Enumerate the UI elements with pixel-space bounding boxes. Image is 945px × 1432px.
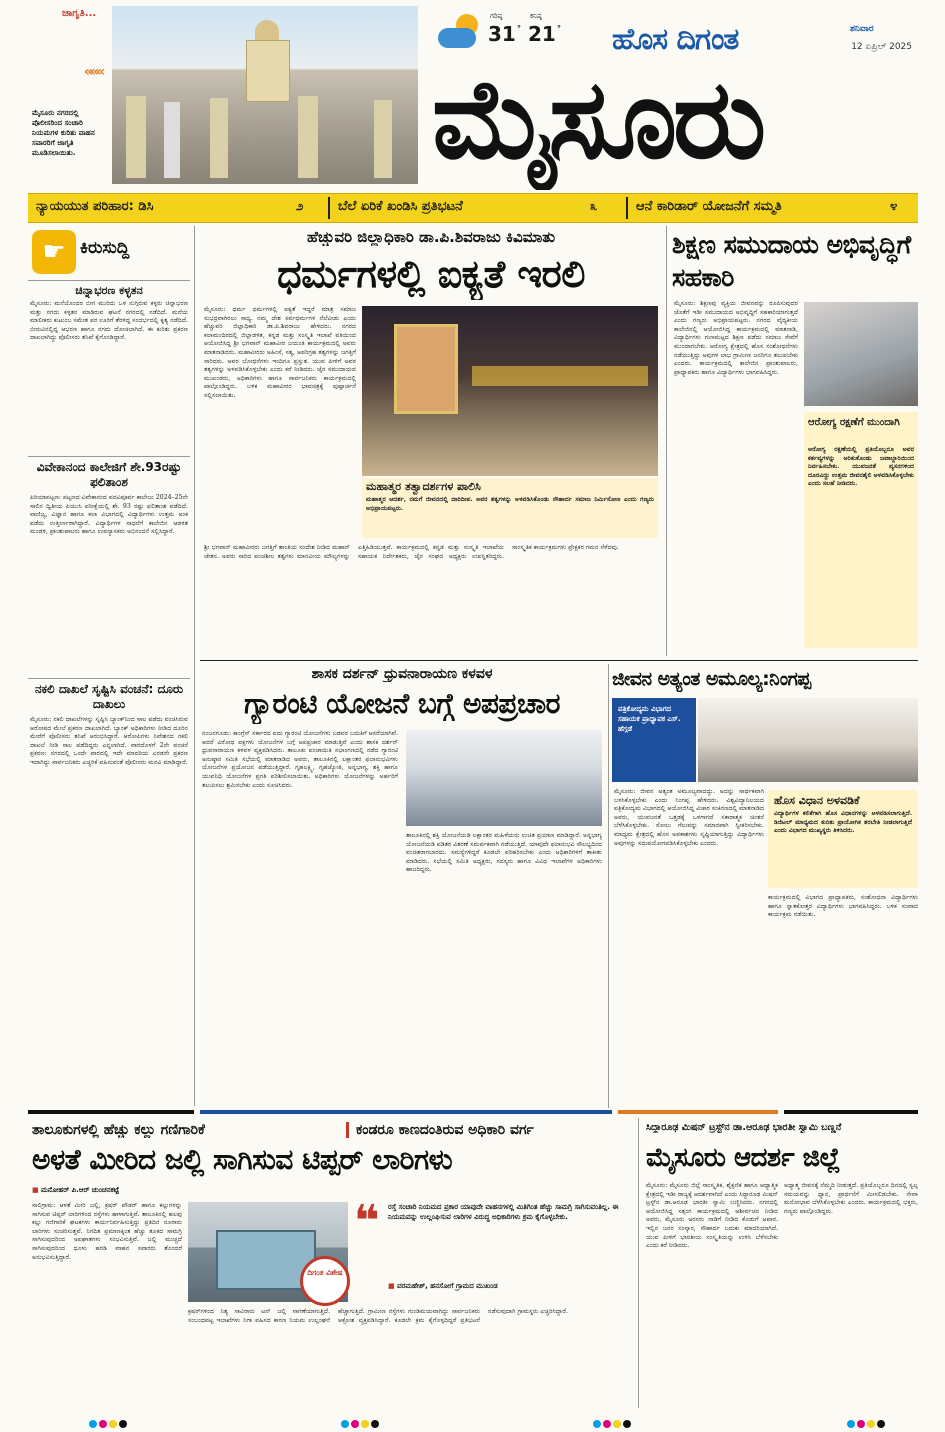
teaser-arrows: «««	[84, 64, 103, 80]
brief-body: ಮೈಸೂರು: ಮನೆಯೊಂದರ ಬೀಗ ಮುರಿದು ಒಳ ನುಗ್ಗಿರುವ ಕಳ್ಳರು ಚಿನ್ನಾಭರಣ ಮತ್ತು ನಗದು ಕಳ್ಳತನ ಮಾಡಿರುವ ಘಟನೆ ನಗರದಲ್ಲಿ ನಡೆದಿದೆ. ಮನೆಯ ಮಾಲೀಕರು ಕುಟುಂಬ ಸಮೇತ ಪರ ಊರಿಗೆ ತೆರಳಿದ್ದ ಸಂದರ್ಭದಲ್ಲಿ ಕೃತ್ಯ ನಡೆದಿದೆ. ಬೀರುವಿನಲ್ಲಿದ್ದ ಆಭರಣ ಹಾಗೂ ನಗದು ದೋಚಲಾಗಿದೆ. ಈ ಕುರಿತು ಪ್ರಕರಣ ದಾಖಲಾಗಿದ್ದು ಪೊಲೀಸರು ತನಿಖೆ ಕೈಗೊಂಡಿದ್ದಾರೆ.	[30, 300, 188, 342]
health-box-body: ಆರೋಗ್ಯ ರಕ್ಷಣೆಯಲ್ಲಿ ಪ್ರತಿಯೊಬ್ಬರೂ ಅವರ ಕರ್ತವ್ಯಗಳನ್ನು ಅರಿತುಕೊಂಡು ಜವಾಬ್ದಾರಿಯಿಂದ ನಿರ್ವಹಿಸಬೇಕು. ಯುವಜನತೆ ವ್ಯಸನಗಳಿಂದ ದೂರವಿದ್ದು ಉತ್ತಮ ಜೀವನಶೈಲಿ ಅಳವಡಿಸಿಕೊಳ್ಳಬೇಕು ಎಂದು ಸಲಹೆ ನೀಡಿದರು.	[808, 446, 914, 488]
tipper-quote-box	[354, 1196, 630, 1302]
weather-max: 31	[488, 22, 516, 46]
new-method-title: ಹೊಸ ವಿಧಾನ ಅಳವಡಿಕೆ	[774, 794, 860, 807]
brief-title: ನಕಲಿ ದಾಖಲೆ ಸೃಷ್ಟಿಸಿ ವಂಚನೆ: ದೂರು ದಾಖಲು	[34, 682, 184, 711]
tipper-byline-text: ಮನೋಹರ್ ಪಿ.ಆರ್ ಚುಂಚನಕಟ್ಟೆ	[41, 1186, 120, 1194]
weather-max-label: ಗರಿಷ್ಠ	[490, 12, 503, 20]
brand-logo: ಹೊಸ ದಿಗಂತ	[612, 22, 739, 57]
sidebar-briefs	[28, 226, 190, 1106]
city-title: ಮೈಸೂರು	[432, 55, 763, 183]
registration-marks	[0, 1413, 945, 1425]
pen-icon: ■	[32, 1186, 42, 1194]
index-item-label: ಬೆಲೆ ಏರಿಕೆ ಖಂಡಿಸಿ ಪ್ರತಿಭಟನೆ	[338, 199, 463, 214]
new-method-box	[768, 790, 918, 888]
guarantee-body: ನಂಜನಗೂಡು: ಕಾಂಗ್ರೆಸ್ ಸರ್ಕಾರದ ಐದು ಗ್ಯಾರಂಟಿ ಯೋಜನೆಗಳು ಬಡವರ ಬದುಕಿಗೆ ಆಸರೆಯಾಗಿವೆ. ಆದರೆ ವಿರೋಧ ಪಕ್ಷಗಳು ಯೋಜನೆಗಳ ಬಗ್ಗೆ ಅಪಪ್ರಚಾರ ಮಾಡುತ್ತಿವೆ ಎಂದು ಶಾಸಕ ದರ್ಶನ್ ಧ್ರುವನಾರಾಯಣ ಕಳವಳ ವ್ಯಕ್ತಪಡಿಸಿದರು. ತಾಲೂಕು ಪಂಚಾಯಿತಿ ಸಭಾಂಗಣದಲ್ಲಿ ನಡೆದ ಗ್ಯಾರಂಟಿ ಅನುಷ್ಠಾನ ಸಮಿತಿ ಸಭೆಯಲ್ಲಿ ಮಾತನಾಡಿದ ಅವರು, ತಾಲೂಕಿನಲ್ಲಿ ಲಕ್ಷಾಂತರ ಫಲಾನುಭವಿಗಳು ಯೋಜನೆಗಳ ಪ್ರಯೋಜನ ಪಡೆಯುತ್ತಿದ್ದಾರೆ. ಗೃಹಲಕ್ಷ್ಮಿ, ಗೃಹಜ್ಯೋತಿ, ಅನ್ನಭಾಗ್ಯ, ಶಕ್ತಿ ಹಾಗೂ ಯುವನಿಧಿ ಯೋಜನೆಗಳ ಪ್ರಗತಿ ಪರಿಶೀಲಿಸಲಾಯಿತು. ಅಧಿಕಾರಿಗಳು ಯೋಜನೆಗಳನ್ನು ಅರ್ಹರಿಗೆ ತಲುಪಿಸಲು ಶ್ರಮಿಸಬೇಕು ಎಂದು ಸೂಚಿಸಿದರು.	[202, 730, 398, 789]
education-story	[672, 226, 918, 656]
life-photo	[698, 698, 918, 782]
lead-body-continued: ಶ್ರೀ ಭಗವಾನ್ ಮಹಾವೀರರು ಜಗತ್ತಿಗೆ ಶಾಂತಿಯ ಸಂದೇಶ ನೀಡಿದ ಮಹಾನ್ ಚೇತನ. ಅವರು ಸಾರಿದ ಪಂಚಶೀಲ ತತ್ವಗಳು ಮಾನವೀಯ ಮೌಲ್ಯಗಳನ್ನು ಎತ್ತಿಹಿಡಿಯುತ್ತವೆ. ಕಾರ್ಯಕ್ರಮದಲ್ಲಿ ಕನ್ನಡ ಮತ್ತು ಸಂಸ್ಕೃತಿ ಇಲಾಖೆಯ ಸಹಾಯಕ ನಿರ್ದೇಶಕರು, ಜೈನ ಸಂಘದ ಅಧ್ಯಕ್ಷರು ಉಪಸ್ಥಿತರಿದ್ದರು. ಸಾಂಸ್ಕೃತಿಕ ಕಾರ್ಯಕ್ರಮಗಳು ಪ್ರೇಕ್ಷಕರ ಗಮನ ಸೆಳೆದವು.	[204, 544, 619, 560]
tipper-byline	[32, 1186, 232, 1195]
lead-caption-title: ಮಹಾತ್ಮರ ತತ್ವಾದರ್ಶಗಳ ಪಾಲಿಸಿ	[366, 480, 481, 493]
brief-body: ಮೈಸೂರು: ನಕಲಿ ದಾಖಲೆಗಳನ್ನು ಸೃಷ್ಟಿಸಿ ಬ್ಯಾಂಕ್‌ನಿಂದ ಸಾಲ ಪಡೆದು ವಂಚಿಸಿರುವ ಆರೋಪದ ಮೇಲೆ ಪ್ರಕರಣ ದಾಖಲಾಗಿದೆ. ಬ್ಯಾಂಕ್ ಅಧಿಕಾರಿಗಳು ನೀಡಿದ ದೂರಿನ ಮೇರೆಗೆ ಪೊಲೀಸರು ತನಿಖೆ ಆರಂಭಿಸಿದ್ದಾರೆ. ಆರೋಪಿಗಳು ನಿವೇಶನದ ನಕಲಿ ದಾಖಲೆ ನೀಡಿ ಸಾಲ ಪಡೆದಿದ್ದರು ಎನ್ನಲಾಗಿದೆ. ವಾರದೊಳಗೆ 2ನೇ ವಂಚನೆ ಪ್ರಕರಣ: ನಗರದಲ್ಲಿ ಒಂದೇ ವಾರದಲ್ಲಿ ಇದೇ ಮಾದರಿಯ ಎರಡನೇ ಪ್ರಕರಣ ಇದಾಗಿದ್ದು ಸಾರ್ವಜನಿಕರು ಎಚ್ಚರಿಕೆ ವಹಿಸುವಂತೆ ಪೊಲೀಸರು ಮನವಿ ಮಾಡಿದ್ದಾರೆ.	[30, 716, 188, 766]
life-headline: ಜೀವನ ಅತ್ಯಂತ ಅಮೂಲ್ಯ:ನಿಂಗಪ್ಪ	[612, 668, 811, 690]
lead-caption: ಮಹಾತ್ಮರ ಆದರ್ಶ, ನಮಗೆ ಜೀವನದಲ್ಲಿ ದಾರಿದೀಪ. ಅವರ ತತ್ವಗಳನ್ನು ಅಳವಡಿಸಿಕೊಂಡು ಸೌಹಾರ್ದ ಸಮಾಜ ನಿರ್ಮಿಸೋಣ ಎಂದು ಗಣ್ಯರು ಅಭಿಪ್ರಾಯಪಟ್ಟರು.	[366, 496, 654, 512]
index-item-2[interactable]	[330, 194, 626, 222]
ideal-body-continued: ಅಧ್ಯಾತ್ಮ ಜೀವನಕ್ಕೆ ನೆಮ್ಮದಿ ನೀಡುತ್ತದೆ. ಪ್ರತಿಯೊಬ್ಬರೂ ದಿನದಲ್ಲಿ ಸ್ವಲ್ಪ ಸಮಯವನ್ನು ಧ್ಯಾನ, ಪ್ರಾರ್ಥನೆಗೆ ಮೀಸಲಿಡಬೇಕು. ಸೇವಾ ಮನೋಭಾವ ಬೆಳೆಸಿಕೊಳ್ಳಬೇಕು ಎಂದರು. ಕಾರ್ಯಕ್ರಮದಲ್ಲಿ ಭಕ್ತರು, ಗಣ್ಯರು ಪಾಲ್ಗೊಂಡಿದ್ದರು.	[784, 1182, 918, 1215]
life-story	[612, 664, 918, 1108]
sidebar-badge-box	[32, 230, 160, 274]
ideal-kicker: ಸಿದ್ಧಾರೂಢ ಮಿಷನ್ ಟ್ರಸ್ಟ್‌ನ ಡಾ.ಆರೂಢ ಭಾರತೀ ಸ್ವಾಮಿ ಬಣ್ಣನೆ	[646, 1122, 842, 1133]
education-headline: ಶಿಕ್ಷಣ ಸಮುದಾಯ ಅಭಿವೃದ್ಧಿಗೆ ಸಹಕಾರಿ	[672, 230, 911, 292]
teaser-photo	[112, 6, 418, 184]
life-photo-label-box	[612, 698, 696, 782]
index-item-3[interactable]	[628, 194, 918, 222]
lead-kicker: ಹೆಚ್ಚುವರಿ ಜಿಲ್ಲಾಧಿಕಾರಿ ಡಾ.ಪಿ.ಶಿವರಾಜು ಕಿವಿಮಾತು	[306, 228, 555, 246]
education-photo	[804, 302, 918, 406]
masthead	[0, 0, 945, 192]
portrait-frame-shape	[394, 324, 458, 414]
weather-min: 21	[528, 22, 556, 46]
health-box-title: ಆರೋಗ್ಯ ರಕ್ಷಣೆಗೆ ಮುಂದಾಗಿ	[808, 417, 900, 428]
index-item-page: ೪	[890, 199, 898, 214]
ideal-headline: ಮೈಸೂರು ಆದರ್ಶ ಜಿಲ್ಲೆ	[646, 1143, 841, 1173]
quote-icon: ❝	[354, 1196, 380, 1247]
index-bar	[28, 193, 918, 223]
index-item-page: ೩	[590, 199, 598, 214]
tipper-kicker-left: ತಾಲೂಕುಗಳಲ್ಲಿ ಹೆಚ್ಚು ಕಲ್ಲು ಗಣಿಗಾರಿಕೆ	[32, 1122, 205, 1138]
lead-headline: ಧರ್ಮಗಳಲ್ಲಿ ಐಕ್ಯತೆ ಇರಲಿ	[277, 252, 585, 296]
sun-cloud-icon	[438, 14, 484, 54]
index-item-label: ನ್ಯಾಯಯುತ ಪರಿಹಾರ: ಡಿಸಿ	[36, 199, 154, 214]
weather-widget: ಗರಿಷ್ಠ 31 ° ಕನಿಷ್ಠ 21 °	[434, 12, 574, 58]
tipper-quote: ರಸ್ತೆ ಸಂಚಾರಿ ನಿಯಮದ ಪ್ರಕಾರ ಯಾವುದೇ ವಾಹನಗಳಲ್ಲಿ ಮಿತಿಗಿಂತ ಹೆಚ್ಚು ಸಾಮಗ್ರಿ ಸಾಗಿಸುವಂತಿಲ್ಲ. ಈ ನಿಯಮವನ್ನು ಉಲ್ಲಂಘಿಸುವ ಲಾರಿಗಳ ವಿರುದ್ಧ ಅಧಿಕಾರಿಗಳು ಕ್ರಮ ಕೈಗೊಳ್ಳಬೇಕು.	[388, 1203, 619, 1221]
life-body-continued: ಕಾರ್ಯಕ್ರಮದಲ್ಲಿ ವಿಭಾಗದ ಪ್ರಾಧ್ಯಾಪಕರು, ಸಂಶೋಧನಾ ವಿದ್ಯಾರ್ಥಿಗಳು ಹಾಗೂ ಸ್ನಾತಕೋತ್ತರ ವಿದ್ಯಾರ್ಥಿಗಳು ಭಾಗವಹಿಸಿದ್ದರು. ಬಳಿಕ ಸಂವಾದ ಕಾರ್ಯಕ್ರಮ ನಡೆಯಿತು.	[768, 894, 918, 919]
guarantee-photo	[406, 730, 602, 826]
brief-title: ಚಿನ್ನಾಭರಣ ಕಳ್ಳತನ	[75, 284, 143, 297]
tipper-body: ಸಾಲಿಗ್ರಾಮ: ಆಳತೆ ಮೀರಿ ಜಲ್ಲಿ, ಕ್ರಷರ್ ಪೌಡರ್ ಹಾಗೂ ಕಲ್ಲುಗಳನ್ನು ಸಾಗಿಸುವ ಟಿಪ್ಪರ್ ಲಾರಿಗಳಿಂದ ರಸ್ತೆಗಳು ಹಾಳಾಗುತ್ತಿವೆ. ತಾಲೂಕಿನಲ್ಲಿ ಹಲವು ಕಲ್ಲು ಗಣಿಗಾರಿಕೆ ಘಟಕಗಳು ಕಾರ್ಯನಿರ್ವಹಿಸುತ್ತಿದ್ದು ಪ್ರತಿದಿನ ನೂರಾರು ಲಾರಿಗಳು ಸಂಚರಿಸುತ್ತವೆ. ನಿಗದಿತ ಪ್ರಮಾಣಕ್ಕಿಂತ ಹೆಚ್ಚು ತೂಕದ ಸಾಮಗ್ರಿ ಸಾಗಿಸುವುದರಿಂದ ಅಪಘಾತಗಳು ಸಂಭವಿಸುತ್ತಿವೆ. ಜಲ್ಲಿ ಮುಚ್ಚದೆ ಸಾಗಿಸುವುದರಿಂದ ಧೂಳು ಹರಡಿ ವಾಹನ ಸವಾರರು ತೊಂದರೆ ಅನುಭವಿಸುತ್ತಿದ್ದಾರೆ.	[32, 1202, 182, 1261]
brief-body: ಪಿರಿಯಾಪಟ್ಟಣ: ಪಟ್ಟಣದ ವಿವೇಕಾನಂದ ಪದವಿಪೂರ್ವ ಕಾಲೇಜು 2024–25ನೇ ಸಾಲಿನ ದ್ವಿತೀಯ ಪಿಯುಸಿ ಪರೀಕ್ಷೆಯಲ್ಲಿ ಶೇ. 93 ರಷ್ಟು ಫಲಿತಾಂಶ ಪಡೆದಿದೆ. ವಾಣಿಜ್ಯ, ವಿಜ್ಞಾನ ಹಾಗೂ ಕಲಾ ವಿಭಾಗದಲ್ಲಿ ವಿದ್ಯಾರ್ಥಿಗಳು ಉತ್ತಮ ಅಂಕ ಪಡೆದು ಉತ್ತೀರ್ಣರಾಗಿದ್ದಾರೆ. ವಿದ್ಯಾರ್ಥಿಗಳ ಸಾಧನೆಗೆ ಕಾಲೇಜಿನ ಆಡಳಿತ ಮಂಡಳಿ, ಪ್ರಾಂಶುಪಾಲರು ಹಾಗೂ ಉಪನ್ಯಾಸಕರು ಅಭಿನಂದನೆ ಸಲ್ಲಿಸಿದ್ದಾರೆ.	[30, 494, 188, 536]
lead-photo	[362, 306, 658, 476]
tipper-quote-by: ■ ವರಮಹೇಶ್, ಹನಸೋಗೆ ಗ್ರಾಮದ ಮುಖಂಡ	[388, 1282, 498, 1290]
index-item-page: ೨	[296, 199, 304, 214]
date-label: 12 ಏಪ್ರಿಲ್ 2025	[851, 42, 912, 52]
ideal-body: ಮೈಸೂರು: ಮೈಸೂರು ಜಿಲ್ಲೆ ಸಾಂಸ್ಕೃತಿಕ, ಶೈಕ್ಷಣಿಕ ಹಾಗೂ ಆಧ್ಯಾತ್ಮಿಕ ಕ್ಷೇತ್ರದಲ್ಲಿ ಇಡೀ ರಾಜ್ಯಕ್ಕೆ ಆದರ್ಶವಾಗಿದೆ ಎಂದು ಸಿದ್ಧಾರೂಢ ಮಿಷನ್ ಟ್ರಸ್ಟ್‌ನ ಡಾ.ಆರೂಢ ಭಾರತೀ ಸ್ವಾಮಿ ಬಣ್ಣಿಸಿದರು. ನಗರದಲ್ಲಿ ಆಯೋಜಿಸಿದ್ದ ಸತ್ಸಂಗ ಕಾರ್ಯಕ್ರಮದಲ್ಲಿ ಆಶೀರ್ವಚನ ನೀಡಿದ ಅವರು, ಮೈಸೂರು ಅರಸರು ನಾಡಿಗೆ ನೀಡಿದ ಕೊಡುಗೆ ಅಪಾರ. ಇಲ್ಲಿನ ಜನರ ಸಂಸ್ಕಾರ, ಸೌಹಾರ್ದ ಬದುಕು ಮಾದರಿಯಾಗಿದೆ. ಯುವ ಪೀಳಿಗೆ ಭಾರತೀಯ ಸಂಸ್ಕೃತಿಯನ್ನು ಉಳಿಸಿ ಬೆಳೆಸಬೇಕು ಎಂದು ಕರೆ ನೀಡಿದರು.	[646, 1182, 778, 1250]
lead-story	[200, 226, 662, 656]
guarantee-headline: ಗ್ಯಾರಂಟಿ ಯೋಜನೆ ಬಗ್ಗೆ ಅಪಪ್ರಚಾರ	[244, 687, 560, 720]
guarantee-body-continued: ತಾಲೂಕಿನಲ್ಲಿ ಶಕ್ತಿ ಯೋಜನೆಯಡಿ ಲಕ್ಷಾಂತರ ಮಹಿಳೆಯರು ಉಚಿತ ಪ್ರಯಾಣ ಮಾಡಿದ್ದಾರೆ. ಅನ್ನಭಾಗ್ಯ ಯೋಜನೆಯಡಿ ಪಡಿತರ ವಿತರಣೆ ಸಮರ್ಪಕವಾಗಿ ನಡೆಯುತ್ತಿದೆ. ಯಾವುದೇ ಫಲಾನುಭವಿ ಸೌಲಭ್ಯದಿಂದ ವಂಚಿತರಾಗಬಾರದು. ಸಮಸ್ಯೆಗಳಿದ್ದರೆ ಕೂಡಲೇ ಪರಿಹರಿಸಬೇಕು ಎಂದು ಅಧಿಕಾರಿಗಳಿಗೆ ತಾಕೀತು ಮಾಡಿದರು. ಸಭೆಯಲ್ಲಿ ಸಮಿತಿ ಅಧ್ಯಕ್ಷರು, ಸದಸ್ಯರು ಹಾಗೂ ವಿವಿಧ ಇಲಾಖೆಗಳ ಅಧಿಕಾರಿಗಳು ಹಾಜರಿದ್ದರು.	[406, 832, 602, 874]
ideal-district-story	[644, 1118, 918, 1410]
special-stamp-text: ದಿಗಂತ ವಿಶೇಷ	[307, 1268, 343, 1277]
life-body: ಮೈಸೂರು: ಜೀವನ ಅತ್ಯಂತ ಅಮೂಲ್ಯವಾದದ್ದು. ಅದನ್ನು ಸಾರ್ಥಕವಾಗಿ ಬಳಸಿಕೊಳ್ಳಬೇಕು ಎಂದು ನಿಂಗಪ್ಪ ಹೇಳಿದರು. ವಿಶ್ವವಿದ್ಯಾನಿಲಯದ ಪತ್ರಿಕೋದ್ಯಮ ವಿಭಾಗದಲ್ಲಿ ಆಯೋಜಿಸಿದ್ದ ವಿಚಾರ ಸಂಕಿರಣದಲ್ಲಿ ಮಾತನಾಡಿದ ಅವರು, ಯುವಜನತೆ ಒತ್ತಡಕ್ಕೆ ಒಳಗಾಗದೆ ಸಕಾರಾತ್ಮಕ ಚಿಂತನೆ ಬೆಳೆಸಿಕೊಳ್ಳಬೇಕು. ಸೋಲು ಗೆಲುವನ್ನು ಸಮಾನವಾಗಿ ಸ್ವೀಕರಿಸಬೇಕು. ಮಾಧ್ಯಮ ಕ್ಷೇತ್ರದಲ್ಲಿ ಹೊಸ ಅವಕಾಶಗಳು ಸೃಷ್ಟಿಯಾಗುತ್ತಿದ್ದು ವಿದ್ಯಾರ್ಥಿಗಳು ಅವುಗಳನ್ನು ಸದುಪಯೋಗಪಡಿಸಿಕೊಳ್ಳಬೇಕು ಎಂದರು.	[614, 788, 764, 847]
sidebar-badge: ಕಿರುಸುದ್ದಿ	[80, 238, 130, 258]
index-item-1[interactable]	[28, 194, 328, 222]
education-body: ಮೈಸೂರು: ಶಿಕ್ಷಣವು ವ್ಯಕ್ತಿಯ ಜೀವನವನ್ನು ರೂಪಿಸುವುದರ ಜೊತೆಗೆ ಇಡೀ ಸಮುದಾಯದ ಅಭಿವೃದ್ಧಿಗೆ ಸಹಕಾರಿಯಾಗುತ್ತದೆ ಎಂದು ಗಣ್ಯರು ಅಭಿಪ್ರಾಯಪಟ್ಟರು. ನಗರದ ವೈದ್ಯಕೀಯ ಕಾಲೇಜಿನಲ್ಲಿ ಆಯೋಜಿಸಿದ್ದ ಕಾರ್ಯಕ್ರಮದಲ್ಲಿ ಮಾತನಾಡಿ, ವಿದ್ಯಾರ್ಥಿಗಳು ಗುಣಮಟ್ಟದ ಶಿಕ್ಷಣ ಪಡೆದು ಸಮಾಜ ಸೇವೆಗೆ ಮುಂದಾಗಬೇಕು. ಆರೋಗ್ಯ ಕ್ಷೇತ್ರದಲ್ಲಿ ಹೊಸ ಸಂಶೋಧನೆಗಳು ನಡೆಯುತ್ತಿದ್ದು ಅವುಗಳ ಲಾಭ ಗ್ರಾಮೀಣ ಜನರಿಗೂ ತಲುಪಬೇಕು ಎಂದರು. ಕಾರ್ಯಕ್ರಮದಲ್ಲಿ ಕಾಲೇಜಿನ ಪ್ರಾಂಶುಪಾಲರು, ಪ್ರಾಧ್ಯಾಪಕರು ಹಾಗೂ ವಿದ್ಯಾರ್ಥಿಗಳು ಭಾಗವಹಿಸಿದ್ದರು.	[674, 300, 798, 376]
brief-title: ವಿವೇಕಾನಂದ ಕಾಲೇಜಿಗೆ ಶೇ.93ರಷ್ಟು ಫಲಿತಾಂಶ	[36, 460, 182, 489]
health-box	[804, 412, 918, 648]
life-photo-label: ಪತ್ರಿಕೋದ್ಯಮ ವಿಭಾಗದ ಸಹಾಯಕ ಪ್ರಾಧ್ಯಾಪಕ ಎಸ್. ಹೆಗ್ಗಡೆ	[618, 705, 681, 733]
lead-body: ಮೈಸೂರು: ಧರ್ಮ ಧರ್ಮಗಳಲ್ಲಿ ಐಕ್ಯತೆ ಇದ್ದರೆ ಮಾತ್ರ ಸಮಾಜ ಸುಭದ್ರವಾಗಿರಲು ಸಾಧ್ಯ. ನಮ್ಮ ದೇಶ ಸರ್ವಧರ್ಮಗಳ ನೆಲೆವೀಡು ಎಂದು ಹೆಚ್ಚುವರಿ ಜಿಲ್ಲಾಧಿಕಾರಿ ಡಾ.ಪಿ.ಶಿವರಾಜು ಹೇಳಿದರು. ನಗರದ ಕಲಾಮಂದಿರದಲ್ಲಿ ಜಿಲ್ಲಾಡಳಿತ, ಕನ್ನಡ ಮತ್ತು ಸಂಸ್ಕೃತಿ ಇಲಾಖೆ ವತಿಯಿಂದ ಆಯೋಜಿಸಿದ್ದ ಶ್ರೀ ಭಗವಾನ್ ಮಹಾವೀರ ಜಯಂತಿ ಕಾರ್ಯಕ್ರಮದಲ್ಲಿ ಅವರು ಮಾತನಾಡಿದರು. ಮಹಾವೀರರು ಅಹಿಂಸೆ, ಸತ್ಯ, ಅಪರಿಗ್ರಹ ತತ್ವಗಳನ್ನು ಜಗತ್ತಿಗೆ ಸಾರಿದರು. ಅವರ ಬೋಧನೆಗಳು ಇಂದಿಗೂ ಪ್ರಸ್ತುತ. ಯುವ ಪೀಳಿಗೆ ಅವರ ತತ್ವಗಳನ್ನು ಅಳವಡಿಸಿಕೊಳ್ಳಬೇಕು ಎಂದು ಕರೆ ನೀಡಿದರು. ಜೈನ ಸಮುದಾಯದ ಮುಖಂಡರು, ಅಧಿಕಾರಿಗಳು ಹಾಗೂ ಸಾರ್ವಜನಿಕರು ಕಾರ್ಯಕ್ರಮದಲ್ಲಿ ಪಾಲ್ಗೊಂಡಿದ್ದರು. ಬಳಿಕ ಮಹಾವೀರರ ಭಾವಚಿತ್ರಕ್ಕೆ ಪುಷ್ಪಾರ್ಚನೆ ಸಲ್ಲಿಸಲಾಯಿತು.	[204, 306, 356, 399]
index-item-label: ಆನೆ ಕಾರಿಡಾರ್ ಯೋಜನೆಗೆ ಸಮ್ಮತಿ	[636, 199, 782, 214]
guarantee-kicker: ಶಾಸಕ ದರ್ಶನ್ ಧ್ರುವನಾರಾಯಣ ಕಳವಳ	[311, 666, 493, 682]
special-stamp	[300, 1256, 350, 1306]
guarantee-story	[200, 664, 604, 1108]
tipper-kicker-right: ಕಂಡರೂ ಕಾಣದಂತಿರುವ ಅಧಿಕಾರಿ ವರ್ಗ	[356, 1122, 534, 1138]
new-method-body: ವಿದ್ಯಾರ್ಥಿಗಳ ಕಲಿಕೆಗಾಗಿ ಹೊಸ ವಿಧಾನಗಳನ್ನು ಅಳವಡಿಸಲಾಗುತ್ತಿದೆ. ಡಿಜಿಟಲ್ ಮಾಧ್ಯಮದ ಕುರಿತು ಪ್ರಾಯೋಗಿಕ ತರಬೇತಿ ನೀಡಲಾಗುತ್ತಿದೆ ಎಂದು ವಿಭಾಗದ ಮುಖ್ಯಸ್ಥರು ತಿಳಿಸಿದರು.	[774, 810, 912, 835]
section-divider	[28, 1110, 918, 1114]
tipper-headline: ಅಳತೆ ಮೀರಿದ ಜಲ್ಲಿ ಸಾಗಿಸುವ ಟಿಪ್ಪರ್ ಲಾರಿಗಳು	[32, 1143, 453, 1176]
tipper-body-continued: ಕ್ರಷರ್‌ಗಳಿಂದ ನಿತ್ಯ ಸಾವಿರಾರು ಟನ್ ಜಲ್ಲಿ ಸಾಗಣೆಯಾಗುತ್ತಿದೆ. ಸಂಬಂಧಪಟ್ಟ ಇಲಾಖೆಗಳು ನಿಗಾ ವಹಿಸದ ಕಾರಣ ನಿಯಮ ಉಲ್ಲಂಘನೆ ಹೆಚ್ಚಾಗುತ್ತಿದೆ. ಗ್ರಾಮೀಣ ರಸ್ತೆಗಳು ಗುಂಡಿಮಯವಾಗಿದ್ದು ಸಾರ್ವಜನಿಕರು ಆಕ್ರೋಶ ವ್ಯಕ್ತಪಡಿಸಿದ್ದಾರೆ. ಕೂಡಲೇ ಕ್ರಮ ಕೈಗೊಳ್ಳದಿದ್ದರೆ ಪ್ರತಿಭಟನೆ ನಡೆಸುವುದಾಗಿ ಗ್ರಾಮಸ್ಥರು ಎಚ್ಚರಿಸಿದ್ದಾರೆ.	[188, 1308, 568, 1324]
pointing-hand-icon: ☛	[32, 230, 76, 274]
clock-tower-shape	[240, 20, 294, 100]
lead-caption-box	[362, 478, 658, 538]
teaser-caption: ಮೈಸೂರು ನಗರದಲ್ಲಿ ಪೊಲೀಸರಿಂದ ಸಂಚಾರಿ ನಿಯಮಗಳ ಕುರಿತು ವಾಹನ ಸವಾರರಿಗೆ ಜಾಗೃತಿ ಮೂಡಿಸಲಾಯಿತು.	[32, 108, 95, 157]
weather-min-label: ಕನಿಷ್ಠ	[530, 12, 542, 20]
tipper-story	[28, 1118, 632, 1410]
day-label: ಶನಿವಾರ	[850, 24, 874, 34]
teaser-tag: ಜಾಗೃತಿ...	[62, 8, 97, 19]
